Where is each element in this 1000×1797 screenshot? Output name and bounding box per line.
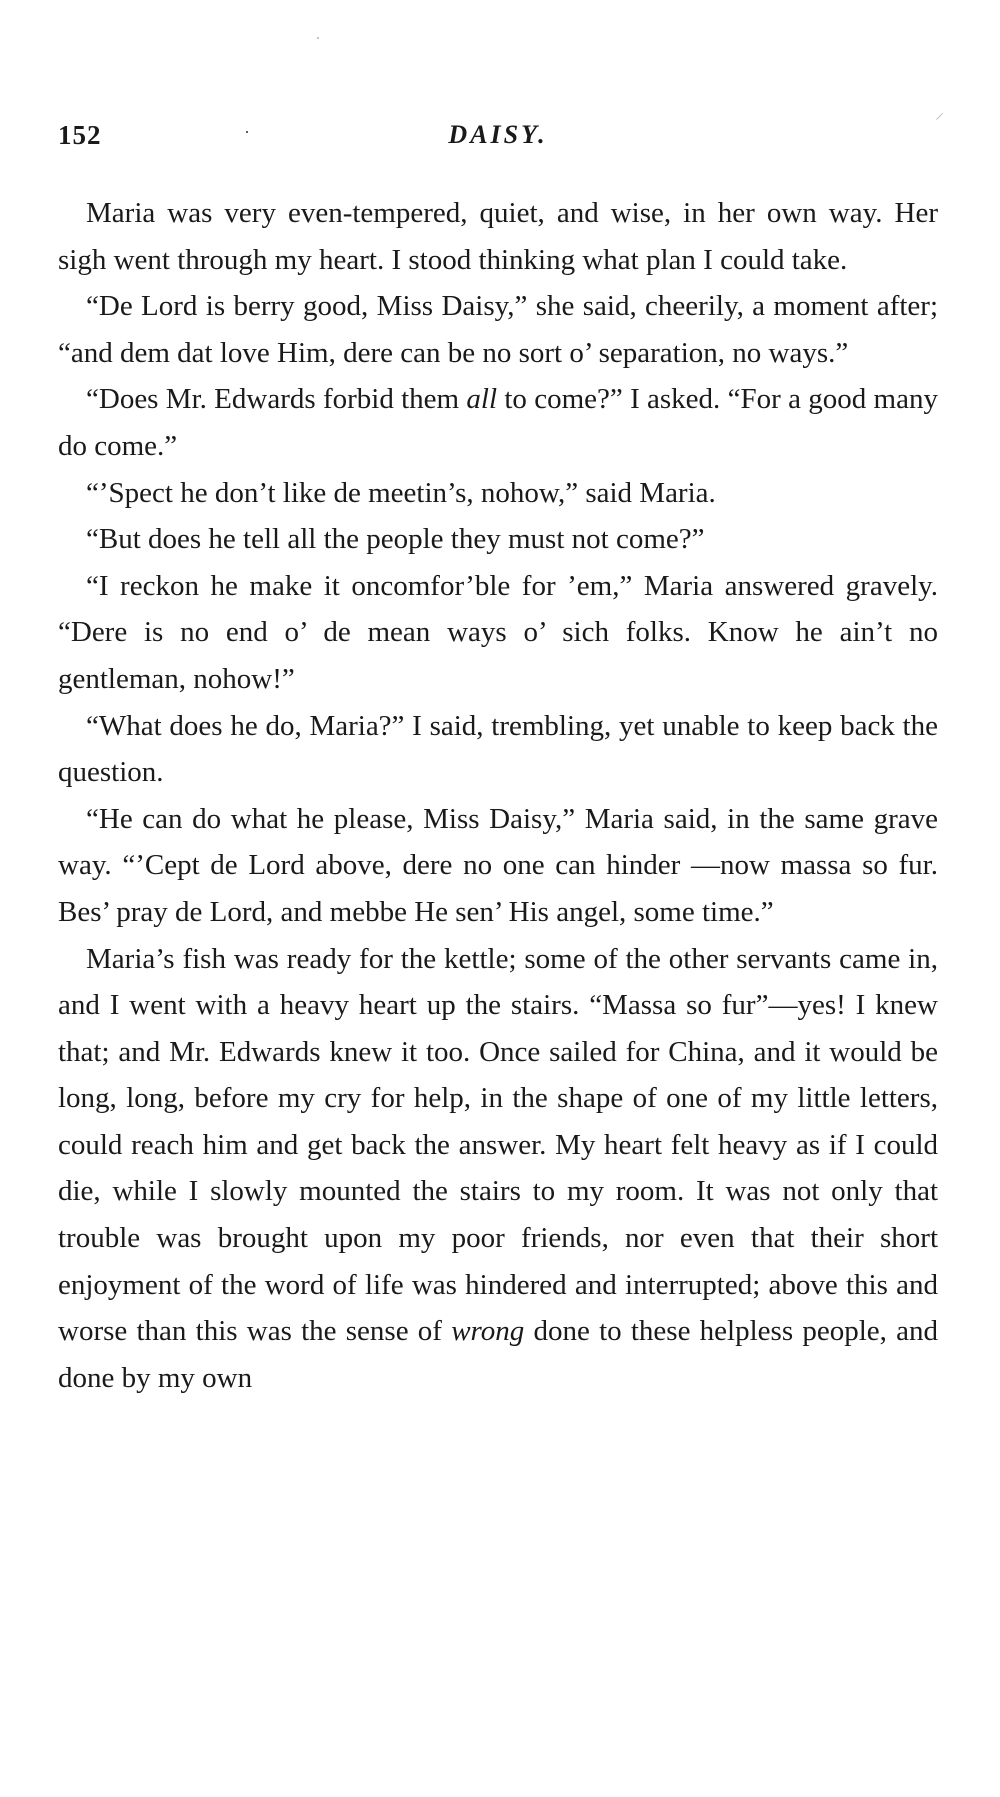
paragraph-1 — [58, 190, 938, 283]
page-header — [58, 120, 938, 160]
page-number: 152 — [58, 120, 102, 150]
scan-speck: · — [315, 28, 321, 48]
paragraph-8 — [58, 796, 938, 936]
paragraph-text: Maria’s fish was ready for the kettle; some of the other servants came in, and I went with a heavy heart up the stairs. “Massa so fur”—yes! I knew that; and Mr. Edwards knew it too. Once sailed for China, and it would be long, long, before my cry for help, in the shape of one of my little letters, could reach him and get back the answer. My heart felt heavy as if I could die, while I slowly mounted the stairs to my room. It was not only that trouble was brought upon my poor friends, nor even that their short enjoyment of the word of life was hindered and interrupted; above this and worse than this was the sense of — [58, 942, 938, 1348]
paragraph-3 — [58, 376, 938, 469]
paragraph-4 — [58, 470, 938, 517]
italic-emphasis: all — [466, 383, 498, 416]
paragraph-9 — [58, 936, 938, 1402]
header-dot-mark: · — [244, 122, 250, 142]
corner-scan-mark: ⸍ — [935, 110, 944, 130]
paragraph-6 — [58, 563, 938, 703]
paragraph-7 — [58, 703, 938, 796]
paragraph-text: “’Spect he don’t like de meetin’s, nohow,” said Maria. — [86, 476, 716, 509]
italic-emphasis: wrong — [451, 1315, 525, 1348]
paragraph-text: “He can do what he please, Miss Daisy,” Maria said, in the same grave way. “’Cept de Lord above, dere no one can hinder —now massa so fur. Bes’ pray de Lord, and mebbe He sen’ His angel, some time.” — [58, 802, 938, 928]
running-title: DAISY. — [448, 120, 548, 149]
body-text — [58, 190, 938, 1401]
paragraph-text: “But does he tell all the people they must not come?” — [86, 523, 705, 556]
paragraph-5 — [58, 516, 938, 563]
paragraph-text: “De Lord is berry good, Miss Daisy,” she said, cheerily, a moment after; “and dem dat love Him, dere can be no sort o’ separation, no ways.” — [58, 290, 938, 369]
paragraph-text: to come?” I asked. “For a good many do come.” — [58, 383, 938, 462]
paragraph-2 — [58, 283, 938, 376]
paragraph-text: “I reckon he make it oncomfor’ble for ’em,” Maria answered gravely. “Dere is no end o’ de mean ways o’ sich folks. Know he ain’t no gentleman, nohow!” — [58, 569, 938, 695]
paragraph-text: “Does Mr. Edwards forbid them — [86, 383, 467, 416]
paragraph-text: “What does he do, Maria?” I said, trembling, yet unable to keep back the question. — [58, 709, 938, 789]
paragraph-text: done to these helpless people, and done by my own — [58, 1315, 938, 1394]
paragraph-text: Maria was very even-tempered, quiet, and wise, in her own way. Her sigh went through my heart. I stood thinking what plan I could take. — [58, 197, 938, 276]
